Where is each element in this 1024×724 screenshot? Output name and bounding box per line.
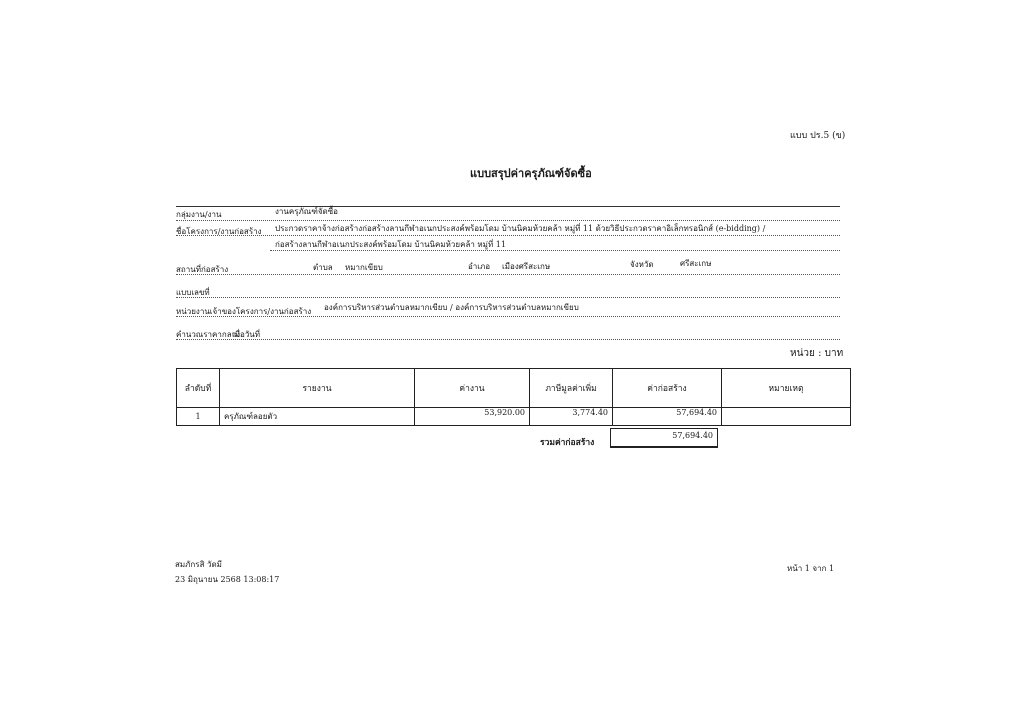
agency-label: หน่วยงานเจ้าของโครงการ/งานก่อสร้าง [176,307,312,316]
province-value: ศรีสะเกษ [680,259,712,268]
document-title: แบบสรุปค่าครุภัณฑ์จัดซื้อ [470,167,592,180]
row-note [722,408,851,426]
agency-value: องค์การบริหารส่วนตำบลหมากเขียบ / องค์การบริหารส่วนตำบลหมากเขียบ [324,303,579,312]
grand-total-label: รวมค่าก่อสร้าง [540,438,595,448]
page-number: หน้า 1 จาก 1 [787,564,835,573]
cost-table [176,368,851,426]
group-value: งานครุภัณฑ์จัดซื้อ [275,207,338,216]
signer-name: สมภักรสิ วัดมี [175,560,222,569]
location-label: สถานที่ก่อสร้าง [176,265,229,274]
row-vat: 3,774.40 [530,408,613,426]
project-label: ชื่อโครงการ/งานก่อสร้าง [176,227,262,236]
grand-total-value: 57,694.40 [610,428,718,448]
project-value-line2: ก่อสร้างลานกีฬาอเนกประสงค์พร้อมโดม บ้านนิคมห้วยคล้า หมู่ที่ 11 [275,240,506,249]
row-total: 57,694.40 [613,408,722,426]
project-value-line1: ประกวดราคาจ้างก่อสร้างก่อสร้างลานกีฬาอเนกประสงค์พร้อมโดม บ้านนิคมห้วยคล้า หมู่ที่ 11 ด้วยวิธีประกวดราคาอิเล็กทรอนิกส์ (e-bidding) / [275,224,766,233]
col-header-work: ค่างาน [415,369,530,408]
col-header-no: ลำดับที่ [177,369,220,408]
estimate-label: คำนวณราคากลาง [176,330,241,339]
col-header-vat: ภาษีมูลค่าเพิ่ม [530,369,613,408]
unit-label: หน่วย : บาท [790,348,844,359]
estimate-date-label: เมื่อวันที่ [232,330,261,339]
district-value: เมืองศรีสะเกษ [502,262,551,271]
estimate-dotted-line [176,339,840,340]
district-label: อำเภอ [468,262,491,271]
row-item: ครุภัณฑ์ลอยตัว [220,408,415,426]
agency-dotted-line [176,316,840,317]
plan-label: แบบเลขที่ [176,288,210,297]
subdistrict-value: หมากเขียบ [345,263,383,272]
location-dotted-line [176,274,840,275]
group-dotted-line [176,220,840,221]
province-label: จังหวัด [630,260,654,269]
row-work: 53,920.00 [415,408,530,426]
subdistrict-label: ตำบล [313,263,333,272]
col-header-total: ค่าก่อสร้าง [613,369,722,408]
table-header-row [177,369,851,408]
group-label: กลุ่มงาน/งาน [176,210,222,219]
plan-dotted-line [176,297,840,298]
row-no: 1 [177,408,220,426]
table-row [177,408,851,426]
print-date: 23 มิถุนายน 2568 13:08:17 [175,575,280,584]
project-dotted-line-2 [270,250,840,251]
form-code: แบบ ปร.5 (ข) [790,131,846,141]
col-header-item: รายงาน [220,369,415,408]
col-header-note: หมายเหตุ [722,369,851,408]
project-dotted-line [176,235,840,236]
